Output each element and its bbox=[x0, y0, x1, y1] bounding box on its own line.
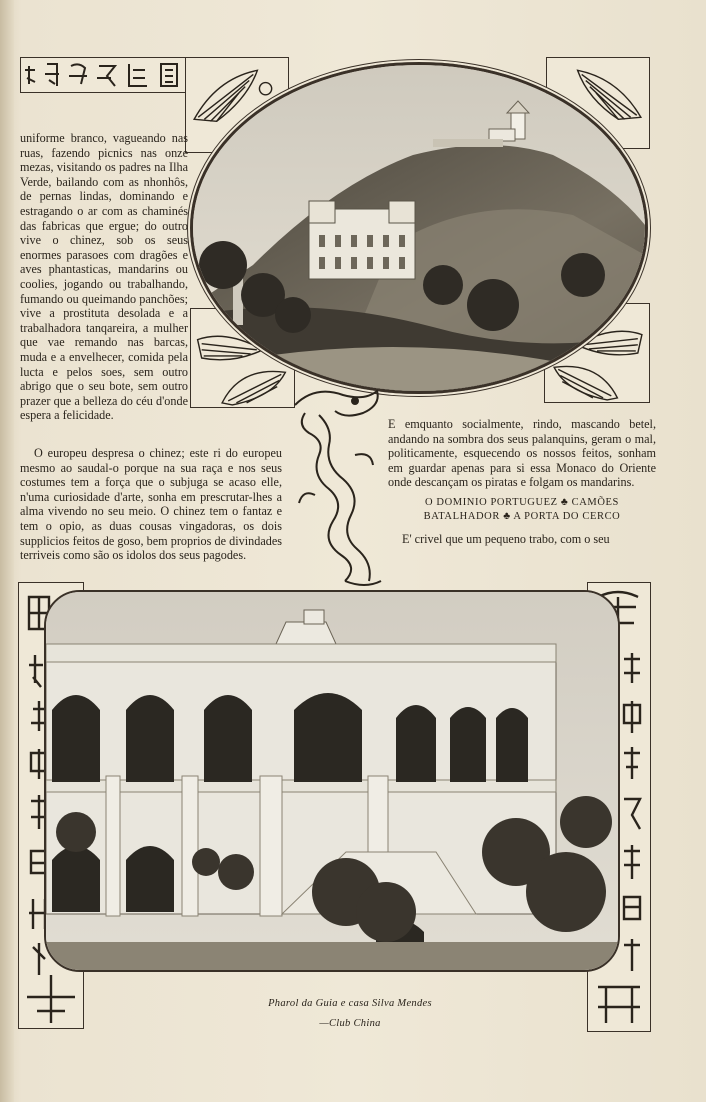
left-text-column-bottom bbox=[20, 446, 282, 563]
ornamental-glyphs-icon bbox=[21, 58, 186, 92]
left-text-column bbox=[20, 131, 188, 423]
left-paragraph-1: uniforme branco, vagueando nas ruas, fazendo picnics nas onze mezas, visitando os padres na Ilha Verde, bailando com as nhonhôs, de pernas lindas, dominando e estragando o ar com as chaminés das fabricas que ergue; do outro vive o chinez, sob os seus enormes parasoes com dragões e aves phantasticas, mandarins ou coolies, jogando ou trabalhando, fumando ou queimando panchões; vive a prostituta desolada e a trabalhadora tanqareira, a mulher que vae remando nas barcas, muda e a envelhecer, comida pela lucta e pelos soes, sem outro abrigo que o seu bote, sem outro prazer que a belleza do céu d'onde espera a felicidade. bbox=[20, 131, 188, 423]
photo-caption-credit: —Club China bbox=[319, 1018, 381, 1029]
photo-caption: Pharol da Guia e casa Silva Mendes bbox=[268, 998, 432, 1009]
binding-gutter bbox=[0, 0, 14, 1102]
right-paragraph-2: E' crivel que um pequeno trabo, com o seu bbox=[402, 531, 610, 546]
right-text-column bbox=[388, 417, 656, 547]
section-heading: O DOMINIO PORTUGUEZ ♣ CAMÕES BATALHADOR ♣ A PORTA DO CERCO bbox=[423, 496, 621, 522]
dragon-icon bbox=[285, 385, 385, 590]
dragon-ornament bbox=[285, 385, 385, 590]
right-paragraph-1: E emquanto socialmente, rindo, mascando betel, andando na sombra dos seus palanquins, geram o mal, politicamente, esquecendo os nossos feitos, sonham em guardar apenas para si essa Monaco do Oriente onde descançam os piratas e folgam os mandarins. bbox=[388, 417, 656, 490]
ornamental-title-band bbox=[20, 57, 187, 93]
club-building-photo bbox=[44, 590, 620, 972]
left-paragraph-2: O europeu despresa o chinez; este ri do europeu mesmo ao saudal-o porque na sua raça e nos seus costumes tem a força que o subjuga se acaso elle, n'uma curiosidade d'arte, sonha em prescrutar-lhes a alma vivendo no seu meio. O chinez tem o fantaz e tem o opio, as duas cousas vingadoras, os dois supplicios feitos de goso, bem proprios de divindades terriveis como são os idolos dos seus pagodes. bbox=[20, 446, 282, 563]
lighthouse-hill-photo bbox=[190, 62, 648, 394]
